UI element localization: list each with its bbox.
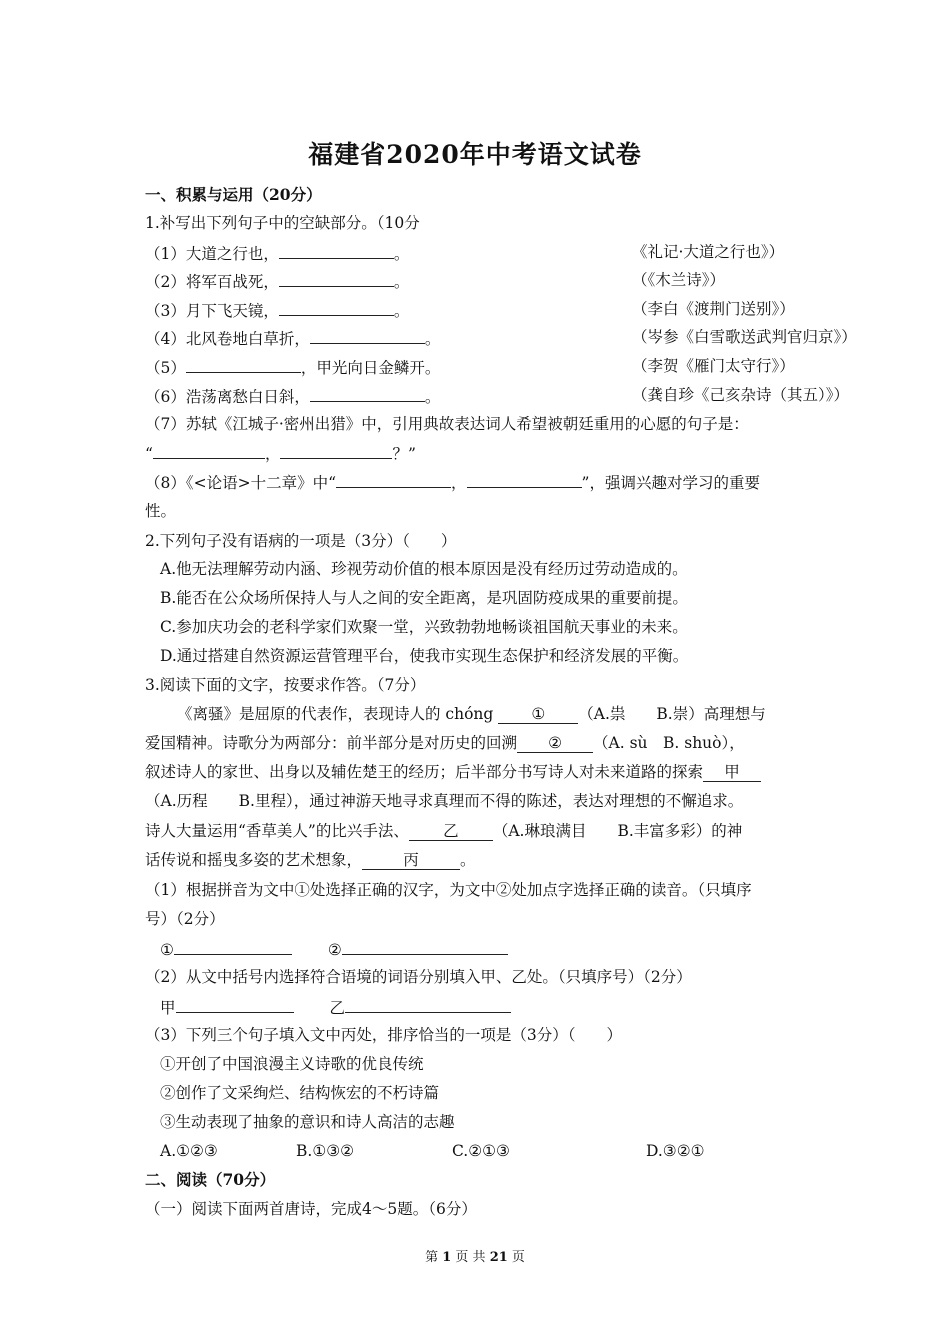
q2-option-b[interactable]: B.能否在公众场所保持人与人之间的安全距离，是巩固防疫成果的重要前提。 bbox=[160, 589, 688, 607]
page-footer: 第 1 页 共 21 页 bbox=[425, 1250, 525, 1265]
q3-passage-line-5: 诗人大量运用“香草美人”的比兴手法、 乙 （A.琳琅满目 B.丰富多彩）的神 bbox=[145, 822, 743, 840]
q3-sub-2: （2）从文中括号内选择符合语境的词语分别填入甲、乙处。（只填序号）（2分） bbox=[145, 968, 692, 986]
answer-blank[interactable] bbox=[279, 298, 394, 316]
answer-blank[interactable] bbox=[176, 995, 294, 1013]
q1-item-8-cont: 性。 bbox=[145, 502, 177, 520]
q1-item-6-source: （龚自珍《己亥杂诗（其五）》） bbox=[632, 386, 850, 404]
q3-sentence-3: ③生动表现了抽象的意识和诗人高洁的志趣 bbox=[160, 1113, 455, 1131]
blank-yi[interactable]: 乙 bbox=[409, 822, 493, 841]
q1-item-5-source: （李贺《雁门太守行》） bbox=[632, 357, 795, 375]
q3-passage-line-4: （A.历程 B.里程），通过神游天地寻求真理而不得的陈述，表达对理想的不懈追求。 bbox=[145, 792, 744, 810]
q1-item-4: （4）北风卷地白草折， 。 （岑参《白雪歌送武判官归京》） bbox=[145, 328, 857, 348]
q1-item-3-source: （李白《渡荆门送别》） bbox=[632, 300, 795, 318]
answer-blank[interactable] bbox=[174, 937, 292, 955]
q3-sentence-1: ①开创了中国浪漫主义诗歌的优良传统 bbox=[160, 1055, 424, 1073]
q1-item-1: （1）大道之行也， 。 《礼记·大道之行也》） bbox=[145, 243, 785, 263]
q1-item-8: （8）《<论语>十二章》中“ ， ”，强调兴趣对学习的重要 bbox=[145, 470, 760, 494]
q1-item-7: （7）苏轼《江城子·密州出猎》中，引用典故表达词人希望被朝廷重用的心愿的句子是： bbox=[145, 415, 749, 433]
q3-passage-line-6: 话传说和摇曳多姿的艺术想象， 丙 。 bbox=[145, 851, 476, 869]
answer-blank[interactable] bbox=[279, 241, 394, 259]
q3-stem: 3.阅读下面的文字，按要求作答。（7分） bbox=[145, 676, 426, 694]
blank-2[interactable]: ② bbox=[517, 734, 593, 753]
q3-sub-1-answers: ① ② bbox=[160, 937, 508, 961]
q3-sentence-2: ②创作了文采绚烂、结构恢宏的不朽诗篇 bbox=[160, 1084, 440, 1102]
q3-sub-1-cont: 号）（2分） bbox=[145, 910, 225, 928]
blank-1[interactable]: ① bbox=[498, 705, 578, 724]
q3-choice-b[interactable]: B.①③② bbox=[296, 1142, 355, 1160]
q3-passage-line-2: 爱国精神。诗歌分为两部分：前半部分是对历史的回溯 ② （A. sù B. shuò）， bbox=[145, 734, 745, 752]
q2-option-a[interactable]: A.他无法理解劳动内涵、珍视劳动价值的根本原因是没有经历过劳动造成的。 bbox=[160, 560, 688, 578]
q3-choice-a[interactable]: A.①②③ bbox=[160, 1142, 218, 1160]
q3-passage-line-1: 《离骚》是屈原的代表作，表现诗人的 chóng ① （A.祟 B.崇）高理想与 bbox=[177, 705, 766, 723]
q3-choice-d[interactable]: D.③②① bbox=[646, 1142, 705, 1160]
page-title: 福建省2020年中考语文试卷 bbox=[308, 140, 642, 169]
q2-stem: 2.下列句子没有语病的一项是（3分）（ ） bbox=[145, 532, 457, 550]
total-pages: 21 bbox=[489, 1250, 508, 1265]
current-page: 1 bbox=[442, 1250, 452, 1265]
section-1-heading: 一、积累与运用（20分） bbox=[145, 185, 322, 204]
blank-jia[interactable]: 甲 bbox=[703, 763, 761, 782]
answer-blank[interactable] bbox=[310, 326, 425, 344]
answer-blank[interactable] bbox=[279, 269, 394, 287]
q2-option-d[interactable]: D.通过搭建自然资源运营管理平台，使我市实现生态保护和经济发展的平衡。 bbox=[160, 647, 689, 665]
q3-sub-1: （1）根据拼音为文中①处选择正确的汉字，为文中②处加点字选择正确的读音。（只填序 bbox=[145, 881, 752, 899]
q1-item-2: （2）将军百战死， 。 （《木兰诗》） bbox=[145, 271, 726, 291]
q1-item-4-source: （岑参《白雪歌送武判官归京》） bbox=[632, 328, 857, 346]
section-2-sub-1: （一）阅读下面两首唐诗，完成4～5题。（6分） bbox=[145, 1200, 477, 1218]
answer-blank[interactable] bbox=[153, 441, 265, 459]
answer-blank[interactable] bbox=[280, 441, 392, 459]
blank-bing[interactable]: 丙 bbox=[362, 851, 460, 870]
q1-item-7-blanks: “ ， ？” bbox=[145, 441, 416, 465]
answer-blank[interactable] bbox=[336, 470, 451, 488]
answer-blank[interactable] bbox=[310, 384, 425, 402]
answer-blank[interactable] bbox=[467, 470, 582, 488]
section-2-heading: 二、阅读（70分） bbox=[145, 1170, 276, 1189]
q1-item-1-source: 《礼记·大道之行也》） bbox=[632, 243, 785, 261]
q3-sub-3: （3）下列三个句子填入文中丙处，排序恰当的一项是（3分）（ ） bbox=[145, 1026, 622, 1044]
q1-item-5: （5） ，甲光向日金鳞开。 （李贺《雁门太守行》） bbox=[145, 357, 795, 377]
answer-blank[interactable] bbox=[186, 355, 301, 373]
q2-option-c[interactable]: C.参加庆功会的老科学家们欢聚一堂，兴致勃勃地畅谈祖国航天事业的未来。 bbox=[160, 618, 688, 636]
q3-sub-2-answers: 甲 乙 bbox=[160, 995, 511, 1019]
q1-item-3: （3）月下飞天镜， 。 （李白《渡荆门送别》） bbox=[145, 300, 795, 320]
q1-item-6: （6）浩荡离愁白日斜， 。 （龚自珍《己亥杂诗（其五）》） bbox=[145, 386, 850, 406]
q1-stem: 1.补写出下列句子中的空缺部分。（10分 bbox=[145, 214, 420, 232]
q1-item-2-source: （《木兰诗》） bbox=[632, 271, 726, 289]
answer-blank[interactable] bbox=[342, 937, 508, 955]
q3-choice-c[interactable]: C.②①③ bbox=[452, 1142, 510, 1160]
answer-blank[interactable] bbox=[345, 995, 511, 1013]
q3-passage-line-3: 叙述诗人的家世、出身以及辅佐楚王的经历；后半部分书写诗人对未来道路的探索 甲 bbox=[145, 761, 761, 783]
